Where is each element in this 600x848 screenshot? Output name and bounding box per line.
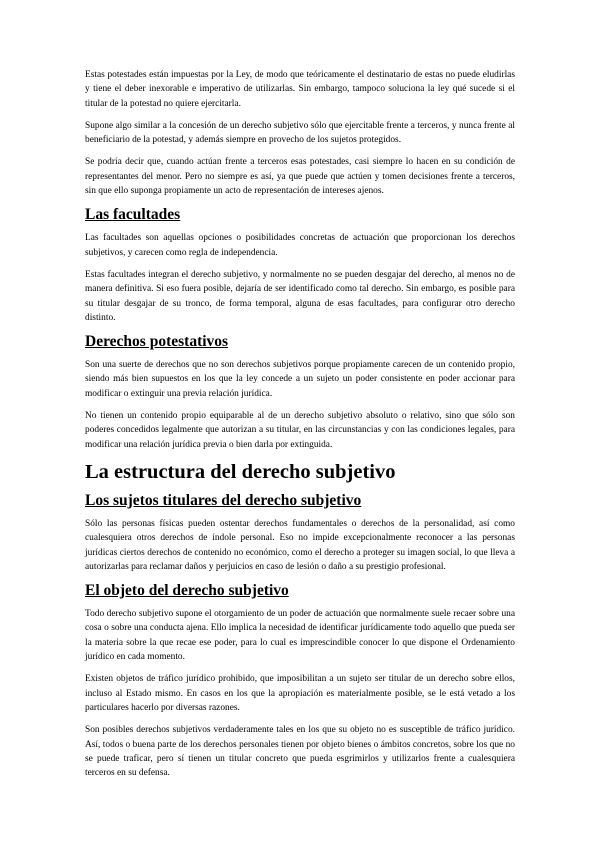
paragraph: Estas facultades integran el derecho subjetivo, y normalmente no se pueden desgajar del derecho, al menos no de manera definitiva. Si eso fuera posible, dejaría de ser identificado como tal derecho. Sin embargo, es posible para su titular desgajar de su tronco, de forma temporal, alguna de esas facultades, para configurar otro derecho distinto. <box>85 269 515 323</box>
paragraph: Todo derecho subjetivo supone el otorgamiento de un poder de actuación que normalmente suele recaer sobre una cosa o sobre una conducta ajena. Ello implica la necesidad de identificar jurídicamente todo aquello que pueda ser la materia sobre la que recae ese poder, para lo cual es imprescindible conocer lo que dispone el Ordenamiento jurídico en cada momento. <box>85 609 515 663</box>
paragraph: Se podría decir que, cuando actúan frente a terceros esas potestades, casi siempre lo hacen en su condición de representantes del menor. Pero no siempre es así, ya que puede que actúen y tomen decisiones frente a terceros, sin que ello suponga propiamente un acto de representación de intereses ajenos. <box>85 157 515 197</box>
section-heading-potestativos: Derechos potestativos <box>85 333 229 351</box>
paragraph: Sólo las personas físicas pueden ostentar derechos fundamentales o derechos de la personalidad, así como cualesquiera otros derechos de índole personal. Eso no impide excepcionalmente reconocer a las personas jurídicas ciertos derechos de contenido no económico, como el derecho a proteger su imagen social, lo que lleva a autorizarlas para reclamar daños y perjuicios en caso de lesión o daño a su prestigio profesional. <box>85 518 515 572</box>
paragraph: Estas potestades están impuestas por la Ley, de modo que teóricamente el destinatario de estas no puede eludirlas y tiene el deber inexorable e imperativo de utilizarlas. Sin embargo, tampoco soluciona la ley qué sucede si el titular de la potestad no quiere ejercitarla. <box>85 70 515 109</box>
document-page <box>85 68 515 788</box>
paragraph: Supone algo similar a la concesión de un derecho subjetivo sólo que ejercitable frente a terceros, y nunca frente al beneficiario de la potestad, y además siempre en provecho de los sujetos protegidos. <box>85 120 515 146</box>
paragraph: Las facultades son aquellas opciones o posibilidades concretas de actuación que proporcionan los derechos subjetivos, y carecen como regla de independencia. <box>85 233 515 258</box>
section-heading-objeto: El objeto del derecho subjetivo <box>85 582 289 600</box>
paragraph: Existen objetos de tráfico jurídico prohibido, que imposibilitan a un sujeto ser titular de un derecho sobre ellos, incluso al Estado mismo. En casos en los que la apropiación es materialmente posible, se le está vetado a los particulares hacerlo por diversas razones. <box>85 674 515 713</box>
paragraph: Son una suerte de derechos que no son derechos subjetivos porque propiamente carecen de un contenido propio, siendo más bien supuestos en los que la ley concede a un sujeto un poder consistente en poder accionar para modificar o extinguir una previa relación jurídica. <box>85 360 515 399</box>
section-heading-sujetos: Los sujetos titulares del derecho subjetivo <box>85 491 362 509</box>
chapter-heading: La estructura del derecho subjetivo <box>85 460 396 483</box>
paragraph: Son posibles derechos subjetivos verdaderamente tales en los que su objeto no es susceptible de tráfico jurídico. Así, todos o buena parte de los derechos personales tienen por objeto bienes o ámbitos concretos, sobre los que no se puede traficar, pero sí tienen un titular concreto que pueda esgrimirlos y utilizarlos frente a cualesquiera terceros en su defensa. <box>85 725 515 779</box>
section-heading-facultades: Las facultades <box>85 206 181 224</box>
paragraph: No tienen un contenido propio equiparable al de un derecho subjetivo absoluto o relativo, sino que sólo son poderes concedidos legalmente que autorizan a su titular, en las circunstancias y con las condiciones legales, para modificar una relación jurídica previa o bien darla por extinguida. <box>85 411 515 450</box>
